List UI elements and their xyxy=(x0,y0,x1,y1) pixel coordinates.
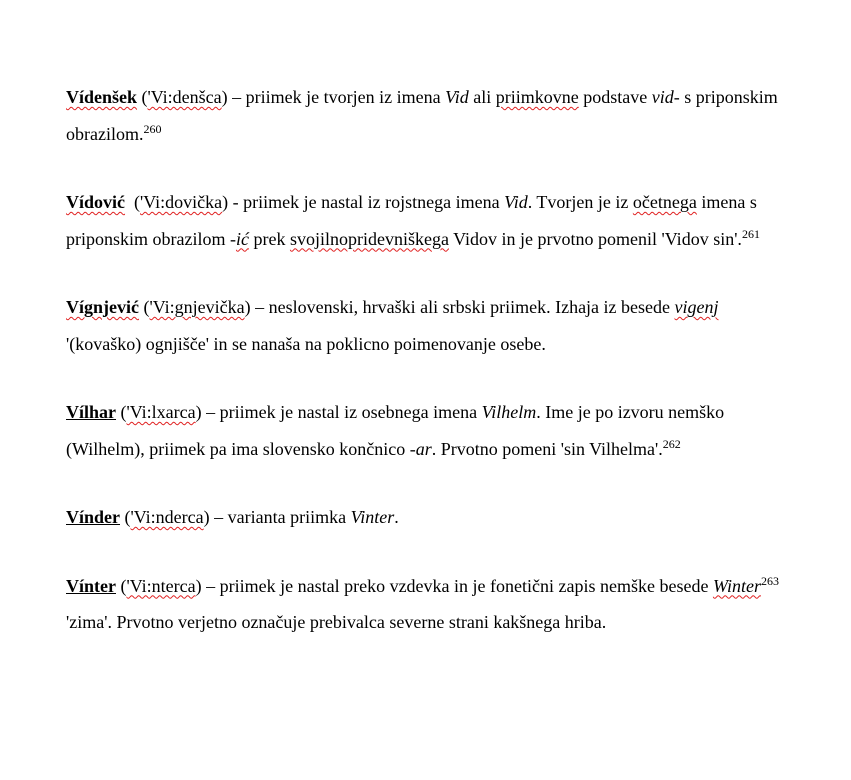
entry-vignjevic: Vígnjević ('Vi:gnjevička) – neslovenski, hrvaški ali srbski priimek. Izhaja iz besede vigenj '(kovaško) ognjišče' in se nanaša na poklicno poimenovanje osebe. xyxy=(66,297,719,354)
headword: Vínder xyxy=(66,507,120,527)
headword: Vígnjević xyxy=(66,297,139,317)
spacer xyxy=(66,467,786,499)
entry-vinter: Vínter ('Vi:nterca) – priimek je nastal preko vzdevka in je fonetični zapis nemške besede Winter$^{263}$ 'zima'. Prvotno verjetno označuje prebivalca severne strani kakšnega hriba. xyxy=(66,573,779,632)
footnote-ref[interactable]: 260 xyxy=(143,121,162,136)
flagged-word: priimkovne xyxy=(495,87,579,107)
footnote-ref[interactable]: 263 xyxy=(760,573,779,588)
pronunciation: 'Vi:denšca xyxy=(147,87,222,107)
italic-word: ar xyxy=(415,438,432,459)
flagged-word: svojilnopridevniškega xyxy=(289,228,449,249)
flagged-word: očetnega xyxy=(632,192,697,212)
footnote-ref[interactable]: 262 xyxy=(662,436,681,451)
italic-word: vid- xyxy=(651,87,680,107)
text: s priponskim obrazilom. xyxy=(66,87,778,144)
spacer xyxy=(66,536,786,568)
text: - priimek je nastal iz rojstnega imena xyxy=(228,192,505,212)
text: . Ime je po izvoru nemško (Wilhelm), priimek pa ima slovensko končnico - xyxy=(66,402,725,459)
text: ali xyxy=(468,87,496,107)
spacer xyxy=(66,362,786,394)
text: '(kovaško) ognjišče' in se nanaša na poklicno poimenovanje osebe. xyxy=(66,333,546,354)
spacer xyxy=(66,152,786,184)
pronunciation: 'Vi:nterca xyxy=(126,575,196,596)
spacer xyxy=(66,257,786,289)
entry-vilhar: Vílhar ('Vi:lxarca) – priimek je nastal iz osebnega imena Vilhelm. Ime je po izvoru nemško (Wilhelm), priimek pa ima slovensko končnico -ar. Prvotno pomeni 'sin Vilhelma'.$^{262}$ xyxy=(66,402,725,459)
text: podstave xyxy=(578,87,652,107)
pronunciation: 'Vi:lxarca xyxy=(126,402,196,422)
italic-word: ić xyxy=(235,228,249,249)
italic-word: vigenj xyxy=(674,297,719,317)
text: – priimek je nastal iz osebnega imena xyxy=(201,402,482,422)
text: – priimek je nastal preko vzdevka in je fonetični zapis nemške besede xyxy=(201,575,713,596)
pronunciation: 'Vi:nderca xyxy=(130,507,204,527)
entry-videnesek: Vídenšek ('Vi:denšca) – priimek je tvorjen iz imena Vid ali priimkovne podstave vid- s priponskim obrazilom.$^{260}$ xyxy=(66,87,778,144)
italic-word: Vilhelm xyxy=(481,402,537,422)
text: – neslovenski, hrvaški ali srbski priimek. Izhaja iz besede xyxy=(250,297,675,317)
text: imena s priponskim obrazilom - xyxy=(66,192,757,249)
italic-word: Vinter xyxy=(350,507,395,527)
entry-vinder: Vínder ('Vi:nderca) – varianta priimka Vinter. xyxy=(66,507,399,527)
pronunciation: 'Vi:gnjevička xyxy=(149,297,245,317)
text: . Prvotno pomeni 'sin Vilhelma'. xyxy=(431,438,663,459)
text: – priimek je tvorjen iz imena xyxy=(227,87,446,107)
entry-vidovic: Vídović ('Vi:dovička) - priimek je nastal iz rojstnega imena Vid. Tvorjen je iz očetnega imena s priponskim obrazilom -ić prek svojilnopridevniškega Vidov in je prvotno pomenil 'Vidov sin'.$^{261}$ xyxy=(66,192,760,249)
italic-word: Winter xyxy=(712,575,761,596)
pronunciation: 'Vi:dovička xyxy=(140,192,223,212)
headword: Vílhar xyxy=(66,402,117,422)
document-body xyxy=(66,79,786,641)
footnote-ref[interactable]: 261 xyxy=(741,226,760,241)
text: Vidov in je prvotno pomenil 'Vidov sin'. xyxy=(448,228,742,249)
italic-word: Vid xyxy=(504,192,528,212)
headword: Vínter xyxy=(66,575,116,596)
headword: Vídović xyxy=(66,192,126,212)
text: 'zima'. Prvotno verjetno označuje prebivalca severne strani kakšnega hriba. xyxy=(66,612,607,632)
text: prek xyxy=(248,228,290,249)
text: – varianta priimka xyxy=(209,507,351,527)
text: . Tvorjen je iz xyxy=(527,192,633,212)
italic-word: Vid xyxy=(445,87,469,107)
text: . xyxy=(394,507,399,527)
headword: Vídenšek xyxy=(66,87,138,107)
